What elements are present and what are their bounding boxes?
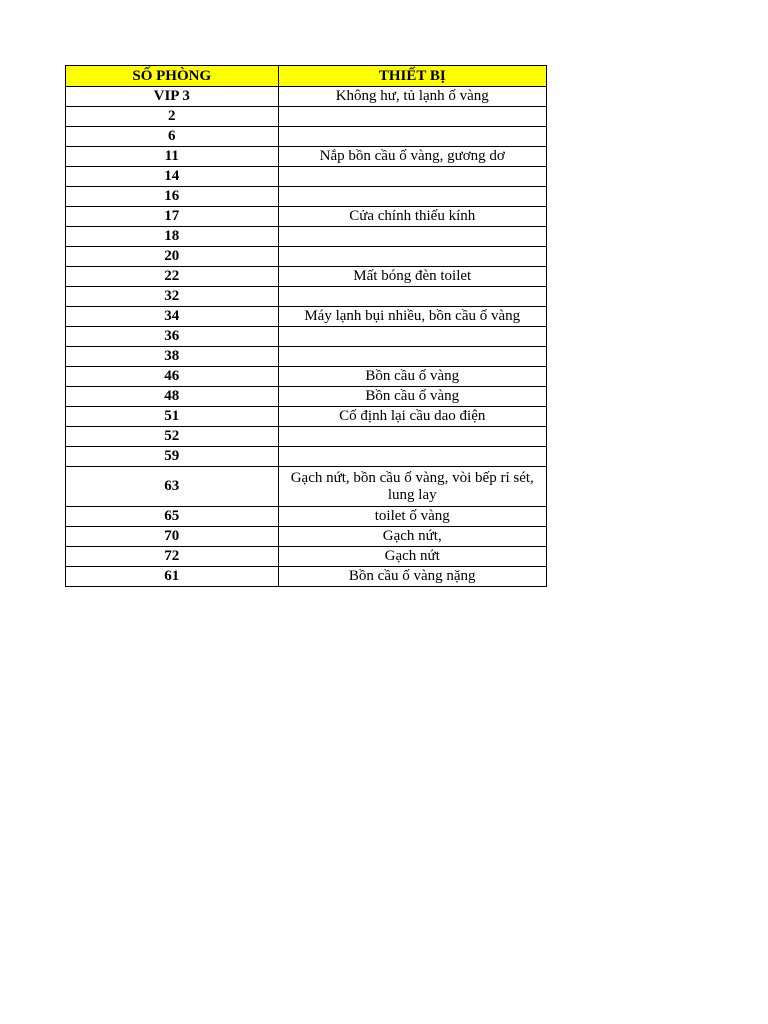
table-row — [66, 447, 547, 467]
room-cell[interactable]: 6 — [66, 127, 279, 147]
equipment-cell[interactable] — [278, 347, 547, 367]
room-cell[interactable]: 51 — [66, 407, 279, 427]
table-row — [66, 127, 547, 147]
room-cell[interactable]: 46 — [66, 367, 279, 387]
room-cell[interactable]: 18 — [66, 227, 279, 247]
table-row — [66, 287, 547, 307]
equipment-cell[interactable] — [278, 427, 547, 447]
room-cell[interactable]: 48 — [66, 387, 279, 407]
equipment-cell[interactable]: Mất bóng đèn toilet — [278, 267, 547, 287]
room-cell[interactable]: 65 — [66, 507, 279, 527]
room-cell[interactable]: 38 — [66, 347, 279, 367]
equipment-cell[interactable] — [278, 187, 547, 207]
table-row — [66, 347, 547, 367]
equipment-cell[interactable] — [278, 327, 547, 347]
table-row — [66, 507, 547, 527]
room-cell[interactable]: 20 — [66, 247, 279, 267]
room-cell[interactable]: 34 — [66, 307, 279, 327]
equipment-cell[interactable]: Bồn cầu ố vàng — [278, 367, 547, 387]
room-cell[interactable]: VIP 3 — [66, 87, 279, 107]
header-room[interactable]: SỐ PHÒNG — [66, 66, 279, 87]
equipment-cell[interactable]: Nắp bồn cầu ố vàng, gương dơ — [278, 147, 547, 167]
room-cell[interactable]: 63 — [66, 467, 279, 507]
table-row — [66, 227, 547, 247]
room-cell[interactable]: 70 — [66, 527, 279, 547]
equipment-cell[interactable] — [278, 167, 547, 187]
room-cell[interactable]: 14 — [66, 167, 279, 187]
room-cell[interactable]: 2 — [66, 107, 279, 127]
table-row — [66, 467, 547, 507]
equipment-cell[interactable]: Không hư, tủ lạnh ố vàng — [278, 87, 547, 107]
table-row — [66, 327, 547, 347]
table-row — [66, 87, 547, 107]
table-row — [66, 147, 547, 167]
room-cell[interactable]: 11 — [66, 147, 279, 167]
room-cell[interactable]: 17 — [66, 207, 279, 227]
table-row — [66, 547, 547, 567]
table-row — [66, 407, 547, 427]
room-cell[interactable]: 22 — [66, 267, 279, 287]
equipment-cell[interactable]: toilet ố vàng — [278, 507, 547, 527]
table-row — [66, 207, 547, 227]
equipment-cell[interactable]: Máy lạnh bụi nhiều, bồn cầu ố vàng — [278, 307, 547, 327]
table-row — [66, 187, 547, 207]
equipment-cell[interactable] — [278, 287, 547, 307]
room-cell[interactable]: 61 — [66, 567, 279, 587]
table-row — [66, 247, 547, 267]
room-cell[interactable]: 72 — [66, 547, 279, 567]
equipment-cell[interactable]: Cửa chính thiếu kính — [278, 207, 547, 227]
equipment-cell[interactable] — [278, 447, 547, 467]
room-cell[interactable]: 59 — [66, 447, 279, 467]
table-row — [66, 307, 547, 327]
equipment-cell[interactable] — [278, 247, 547, 267]
table-body — [66, 66, 547, 587]
table-row — [66, 427, 547, 447]
equipment-cell[interactable] — [278, 227, 547, 247]
room-cell[interactable]: 32 — [66, 287, 279, 307]
room-equipment-table — [65, 65, 547, 587]
equipment-cell[interactable] — [278, 107, 547, 127]
equipment-cell[interactable] — [278, 127, 547, 147]
room-cell[interactable]: 16 — [66, 187, 279, 207]
equipment-cell[interactable]: Gạch nứt — [278, 547, 547, 567]
table-row — [66, 107, 547, 127]
room-cell[interactable]: 36 — [66, 327, 279, 347]
equipment-cell[interactable]: Gạch nứt, — [278, 527, 547, 547]
equipment-cell[interactable]: Bồn cầu ố vàng — [278, 387, 547, 407]
header-equipment[interactable]: THIẾT BỊ — [278, 66, 547, 87]
equipment-cell[interactable]: Cố định lại cầu dao điện — [278, 407, 547, 427]
equipment-cell[interactable]: Bồn cầu ố vàng nặng — [278, 567, 547, 587]
table-row — [66, 367, 547, 387]
table-row — [66, 267, 547, 287]
table-row — [66, 167, 547, 187]
table-row — [66, 387, 547, 407]
table-row — [66, 527, 547, 547]
room-cell[interactable]: 52 — [66, 427, 279, 447]
header-row — [66, 66, 547, 87]
table-row — [66, 567, 547, 587]
equipment-cell[interactable]: Gạch nứt, bồn cầu ố vàng, vòi bếp rỉ sét, lung lay — [278, 467, 547, 507]
